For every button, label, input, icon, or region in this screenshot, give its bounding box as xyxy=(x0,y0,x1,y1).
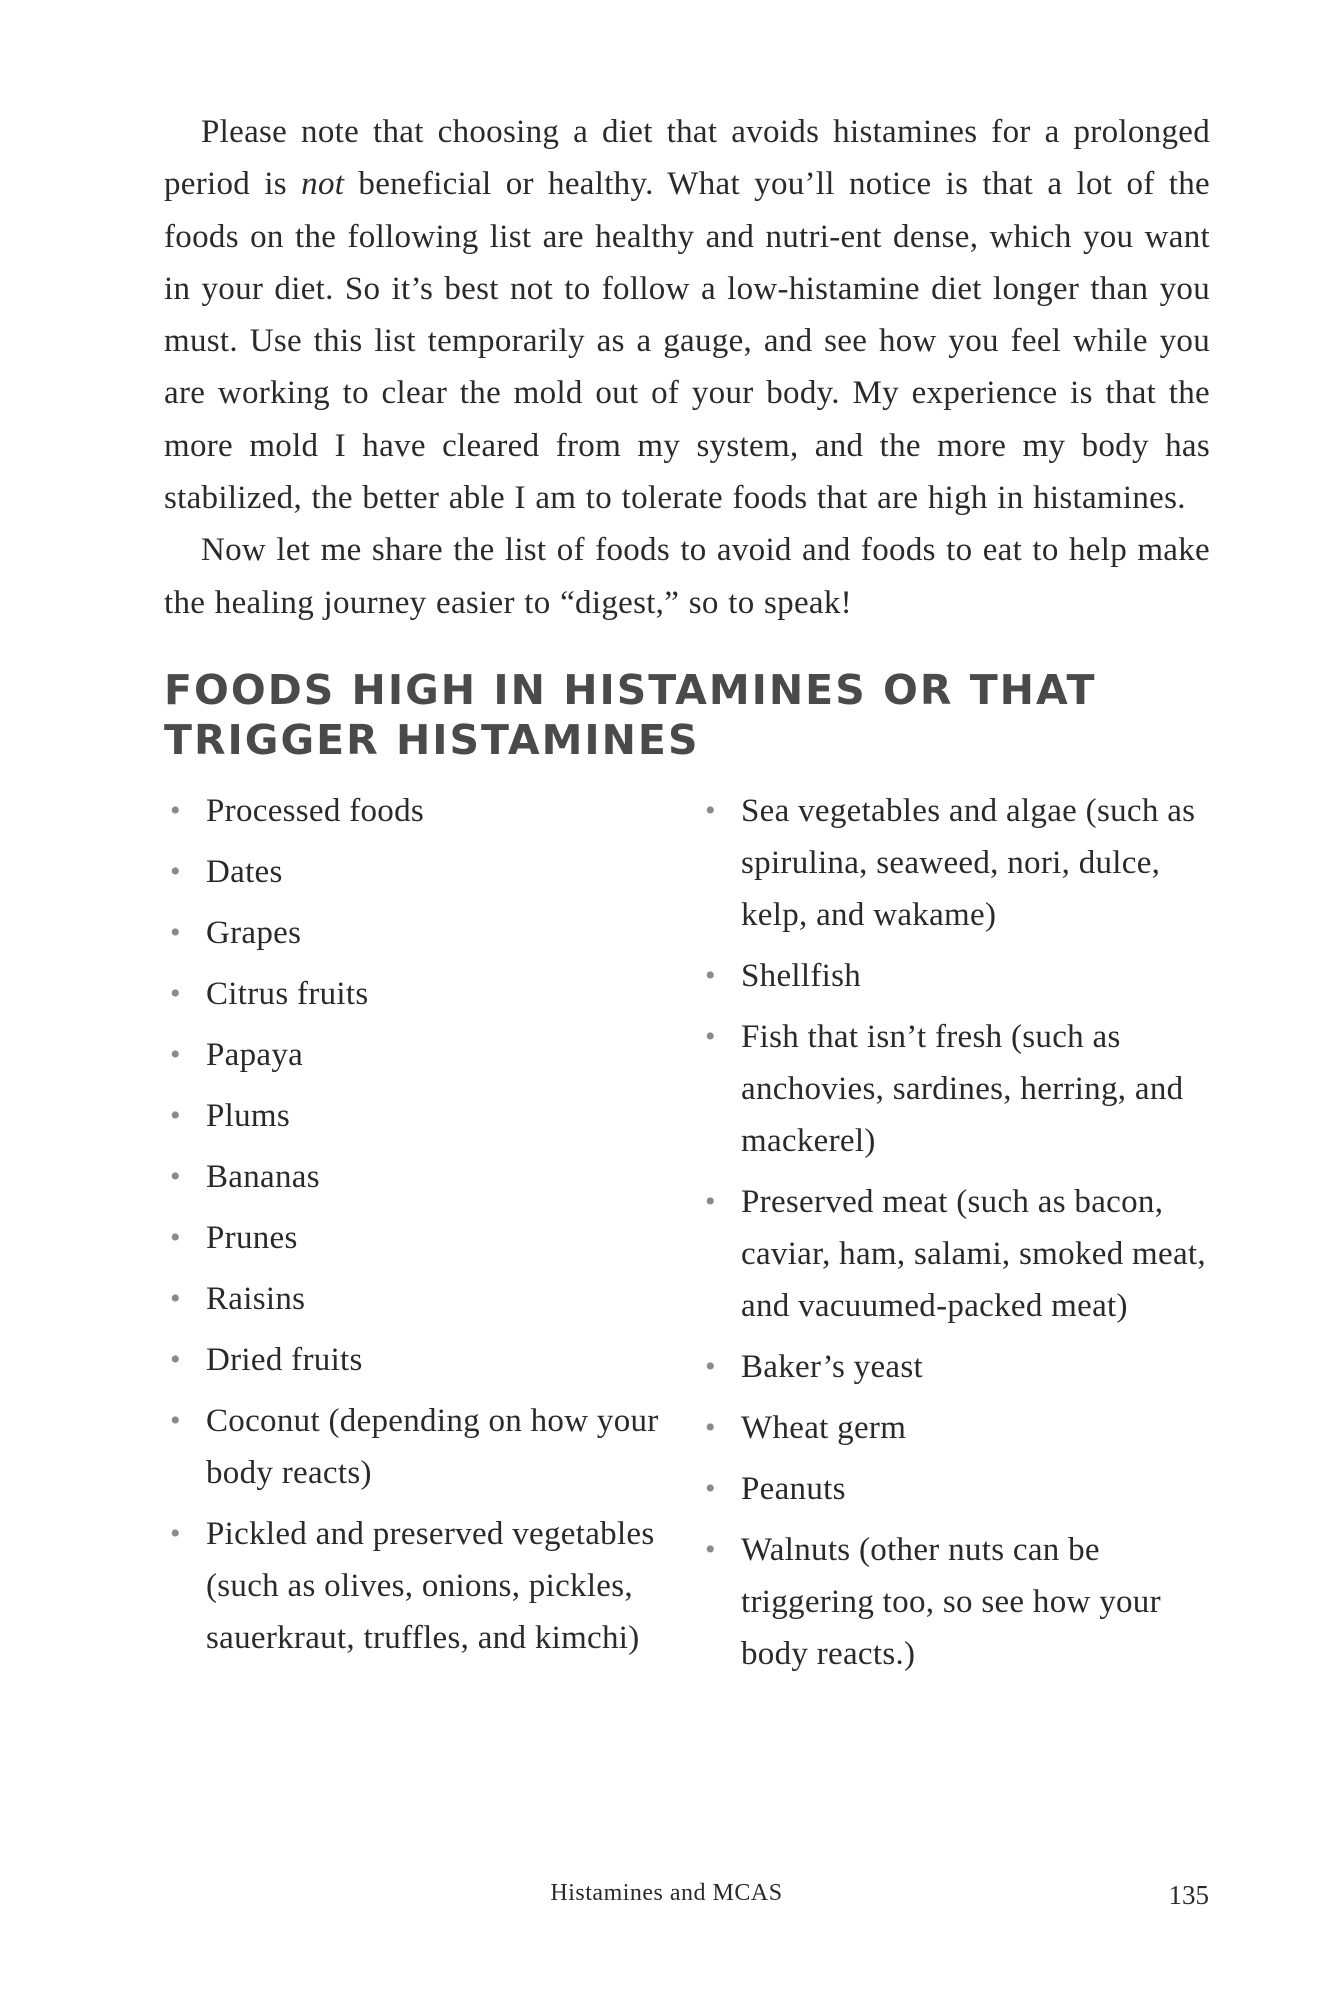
list-item xyxy=(164,968,699,1020)
bullet-icon: • xyxy=(705,1532,716,1566)
bullet-icon: • xyxy=(170,854,181,888)
bullet-icon: • xyxy=(170,1281,181,1315)
list-item xyxy=(164,1273,699,1325)
list-item xyxy=(164,1151,699,1203)
section-heading: FOODS HIGH IN HISTAMINES OR THAT TRIGGER HISTAMINES xyxy=(164,665,1097,764)
list-item-text: Papaya xyxy=(206,1036,304,1073)
list-item xyxy=(699,1402,1210,1454)
list-item-text: Dates xyxy=(206,853,283,890)
list-item xyxy=(164,907,699,959)
list-item-text: Wheat germ xyxy=(741,1409,907,1446)
list-item-text: Peanuts xyxy=(741,1470,846,1507)
bullet-icon: • xyxy=(170,1342,181,1376)
food-lists xyxy=(164,785,1210,1689)
list-item-text: Pickled and preserved vegetables (such as olives, onions, pickles, sauerkraut, truffles, and kimchi) xyxy=(206,1515,655,1656)
list-item-text: Citrus fruits xyxy=(206,975,369,1012)
bullet-icon: • xyxy=(170,915,181,949)
bullet-icon: • xyxy=(170,1098,181,1132)
page-footer xyxy=(0,1880,1333,1920)
bullet-icon: • xyxy=(170,1516,181,1550)
list-item xyxy=(164,1212,699,1264)
list-item xyxy=(164,1029,699,1081)
list-item-text: Preserved meat (such as bacon, caviar, ham, salami, smoked meat, and vacuumed-packed meat) xyxy=(741,1183,1206,1324)
list-item-text: Walnuts (other nuts can be triggering too, so see how your body reacts.) xyxy=(741,1531,1161,1672)
bullet-icon: • xyxy=(170,1220,181,1254)
bullet-icon: • xyxy=(705,1019,716,1053)
body-paragraph-1 xyxy=(164,106,1210,524)
page-number: 135 xyxy=(1168,1880,1209,1910)
list-item-text: Dried fruits xyxy=(206,1341,363,1378)
list-item-text: Coconut (depending on how your body reacts) xyxy=(206,1402,659,1491)
list-item-text: Bananas xyxy=(206,1158,320,1195)
bullet-icon: • xyxy=(705,1349,716,1383)
list-item-text: Prunes xyxy=(206,1219,298,1256)
list-item-text: Grapes xyxy=(206,914,302,951)
left-food-list xyxy=(164,785,699,1689)
bullet-icon: • xyxy=(705,793,716,827)
list-item xyxy=(164,785,699,837)
list-item xyxy=(164,846,699,898)
bullet-icon: • xyxy=(705,1184,716,1218)
list-item xyxy=(164,1395,699,1499)
bullet-icon: • xyxy=(170,976,181,1010)
bullet-icon: • xyxy=(170,1159,181,1193)
list-item xyxy=(699,1524,1210,1680)
list-item xyxy=(699,785,1210,941)
list-item xyxy=(164,1334,699,1386)
bullet-icon: • xyxy=(170,1037,181,1071)
list-item-text: Fish that isn’t fresh (such as anchovies, sardines, herring, and mackerel) xyxy=(741,1018,1184,1159)
list-item-text: Processed foods xyxy=(206,792,425,829)
running-title: Histamines and MCAS xyxy=(550,1880,783,1906)
list-item-text: Baker’s yeast xyxy=(741,1348,923,1385)
list-item xyxy=(164,1090,699,1142)
bullet-icon: • xyxy=(705,1410,716,1444)
list-item xyxy=(699,1011,1210,1167)
right-food-list xyxy=(699,785,1210,1689)
list-item-text: Plums xyxy=(206,1097,291,1134)
body-paragraph-2: Now let me share the list of foods to avoid and foods to eat to help make the healing journey easier to “digest,” so to speak! xyxy=(164,532,1210,621)
list-item-text: Shellfish xyxy=(741,957,862,994)
bullet-icon: • xyxy=(170,1403,181,1437)
page-content xyxy=(164,106,1210,1689)
list-item xyxy=(699,1176,1210,1332)
paragraph-1-rest: beneficial or healthy. What you’ll notice is that a lot of the foods on the following list are healthy and nutri-ent dense, which you want in your diet. So it’s best not to follow a low-histamine diet longer than you must. Use this list temporarily as a gauge, and see how you feel while you are working to clear the mold out of your body. My experience is that the more mold I have cleared from my system, and the more my body has stabilized, the better able I am to tolerate foods that are high in histamines. xyxy=(164,166,1210,517)
list-item-text: Sea vegetables and algae (such as spirulina, seaweed, nori, dulce, kelp, and wakame) xyxy=(741,792,1196,933)
list-item xyxy=(164,1508,699,1664)
bullet-icon: • xyxy=(705,1471,716,1505)
list-item xyxy=(699,1463,1210,1515)
emphasis-not: not xyxy=(301,166,345,203)
paragraph-1-start: Please note that choosing a diet that avoids histamines for a prolonged period is xyxy=(164,114,1210,203)
list-item-text: Raisins xyxy=(206,1280,306,1317)
bullet-icon: • xyxy=(705,958,716,992)
bullet-icon: • xyxy=(170,793,181,827)
list-item xyxy=(699,1341,1210,1393)
list-item xyxy=(699,950,1210,1002)
